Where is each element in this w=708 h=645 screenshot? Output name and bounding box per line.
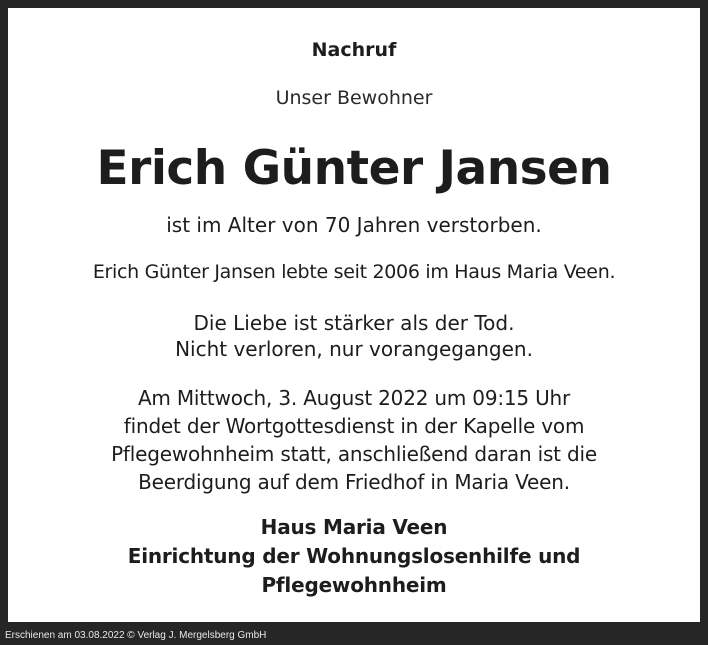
service-line: Beerdigung auf dem Friedhof in Maria Veen. — [138, 470, 570, 494]
residence-statement: Erich Günter Jansen lebte seit 2006 im Haus Maria Veen. — [92, 261, 616, 283]
notice-heading: Nachruf — [311, 39, 397, 61]
service-line: findet der Wortgottesdienst in der Kapelle vom — [123, 414, 585, 438]
obituary-notice — [8, 8, 700, 622]
quote-line: Nicht verloren, nur vorangegangen. — [175, 337, 533, 361]
quote-block — [8, 310, 700, 362]
age-statement: ist im Alter von 70 Jahren verstorben. — [166, 213, 542, 237]
organization-signature — [8, 513, 700, 600]
quote-line: Die Liebe ist stärker als der Tod. — [193, 311, 515, 335]
service-line: Pflegewohnheim statt, anschließend daran ist die — [111, 442, 597, 466]
organization-line: Pflegewohnheim — [261, 573, 447, 597]
deceased-name: Erich Günter Jansen — [96, 141, 612, 196]
service-line: Am Mittwoch, 3. August 2022 um 09:15 Uhr — [137, 386, 571, 410]
notice-subtitle: Unser Bewohner — [275, 87, 433, 109]
service-details — [8, 384, 700, 496]
organization-line: Haus Maria Veen — [260, 515, 448, 539]
publication-footer: Erschienen am 03.08.2022 © Verlag J. Mergelsberg GmbH — [5, 630, 267, 641]
organization-line: Einrichtung der Wohnungslosenhilfe und — [127, 544, 581, 568]
